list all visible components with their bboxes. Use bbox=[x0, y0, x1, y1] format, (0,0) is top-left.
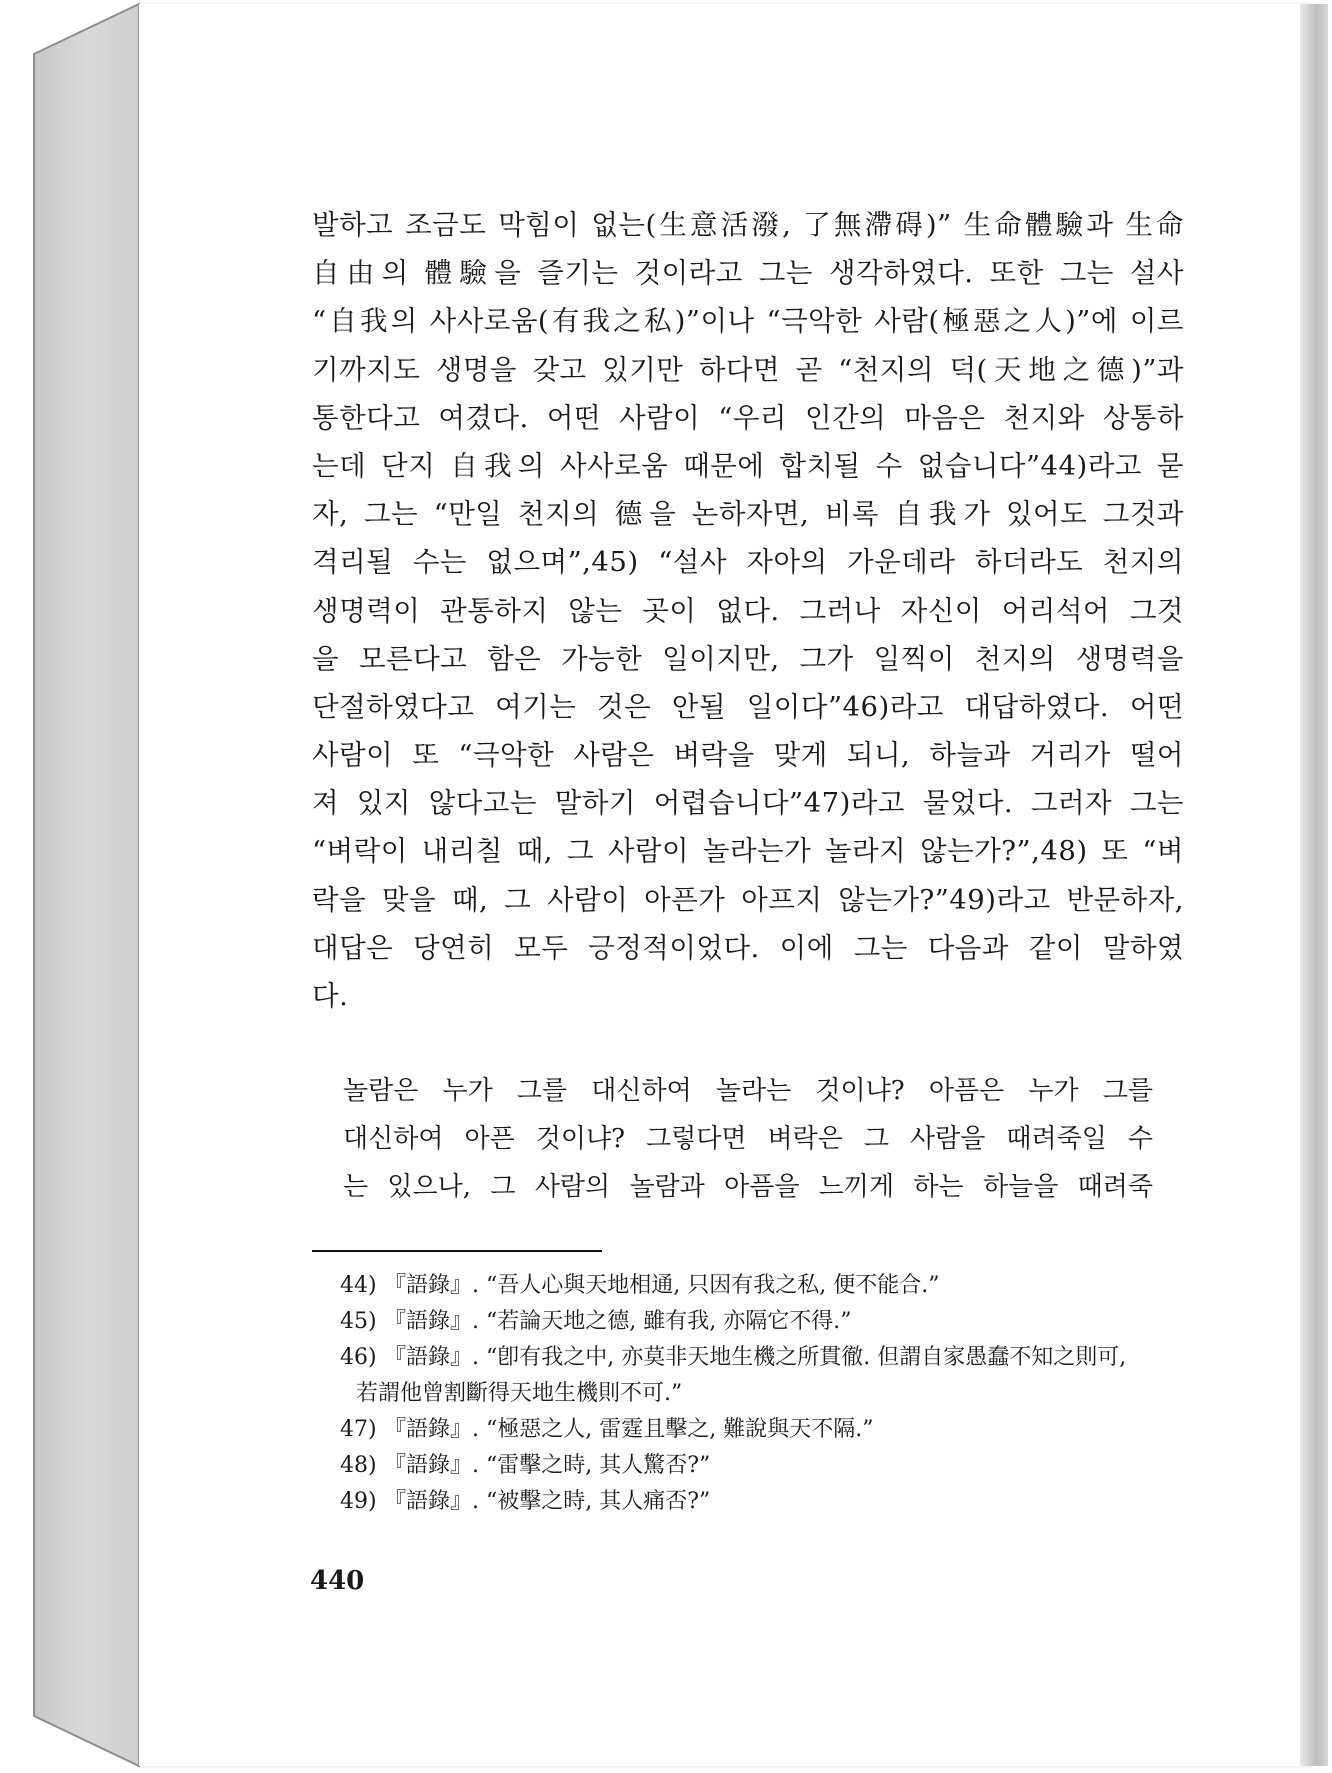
body-line: “벼락이 내리칠 때, 그 사람이 놀라는가 놀라지 않는가?”,48) 또 “벼 bbox=[312, 835, 1184, 868]
body-line: 自由의 體驗을 즐기는 것이라고 그는 생각하였다. 또한 그는 설사 bbox=[312, 257, 1184, 290]
body-line: 단절하였다고 여기는 것은 안될 일이다”46)라고 대답하였다. 어떤 bbox=[312, 690, 1184, 723]
footnote-text: 『語錄』. “若論天地之德, 雖有我, 亦隔它不得.” bbox=[384, 1309, 852, 1334]
block-quote bbox=[343, 1067, 1153, 1211]
footnote-44 bbox=[340, 1268, 1190, 1304]
body-line: 통한다고 여겼다. 어떤 사람이 “우리 인간의 마음은 천지와 상통하 bbox=[312, 401, 1184, 434]
body-line: 져 있지 않다고는 말하기 어렵습니다”47)라고 물었다. 그러자 그는 bbox=[312, 787, 1184, 820]
body-line: “自我의 사사로움(有我之私)”이나 “극악한 사람(極惡之人)”에 이르 bbox=[312, 305, 1184, 338]
footnote-47 bbox=[340, 1412, 1190, 1448]
body-line: 생명력이 관통하지 않는 곳이 없다. 그러나 자신이 어리석어 그것 bbox=[312, 594, 1184, 627]
footnote-number: 46) bbox=[340, 1345, 377, 1370]
footnote-45 bbox=[340, 1304, 1190, 1340]
footnote-number: 44) bbox=[340, 1273, 377, 1298]
footnote-number: 48) bbox=[340, 1453, 377, 1478]
footnote-number: 45) bbox=[340, 1309, 377, 1334]
body-line: 발하고 조금도 막힘이 없는(生意活潑, 了無滯碍)” 生命體驗과 生命 bbox=[312, 209, 1184, 241]
footnote-text: 『語錄』. “極惡之人, 雷霆且擊之, 難說與天不隔.” bbox=[384, 1417, 874, 1442]
quote-line: 는 있으나, 그 사람의 놀람과 아픔을 느끼게 하는 하늘을 때려죽 bbox=[343, 1172, 1153, 1202]
footnote-text: 『語錄』. “卽有我之中, 亦莫非天地生機之所貫徹. 但謂自家愚蠢不知之則可, bbox=[384, 1345, 1127, 1370]
footnote-number: 47) bbox=[340, 1417, 377, 1442]
footnotes bbox=[340, 1268, 1190, 1520]
footnote-46-continuation: 若謂他曾割斷得天地生機則不可.” bbox=[356, 1381, 683, 1406]
body-line: 을 모른다고 함은 가능한 일이지만, 그가 일찍이 천지의 생명력을 bbox=[312, 642, 1184, 675]
body-line: 기까지도 생명을 갖고 있기만 하다면 곧 “천지의 덕(天地之德)”과 bbox=[312, 353, 1184, 386]
quote-line: 놀람은 누가 그를 대신하여 놀라는 것이냐? 아픔은 누가 그를 bbox=[343, 1076, 1153, 1106]
body-line: 대답은 당연히 모두 긍정적이었다. 이에 그는 다음과 같이 말하였 bbox=[312, 931, 1184, 964]
footnote-divider bbox=[312, 1250, 602, 1252]
body-line: 락을 맞을 때, 그 사람이 아픈가 아프지 않는가?”49)라고 반문하자, bbox=[312, 883, 1184, 916]
page-edge-shadow bbox=[1300, 4, 1328, 1766]
footnote-48 bbox=[340, 1448, 1190, 1484]
body-line: 사람이 또 “극악한 사람은 벼락을 맞게 되니, 하늘과 거리가 떨어 bbox=[312, 739, 1184, 772]
footnote-text: 『語錄』. “被擊之時, 其人痛否?” bbox=[384, 1489, 711, 1514]
footnote-46 bbox=[340, 1340, 1190, 1376]
footnote-text: 『語錄』. “雷擊之時, 其人驚否?” bbox=[384, 1453, 711, 1478]
quote-line: 대신하여 아픈 것이냐? 그렇다면 벼락은 그 사람을 때려죽일 수 bbox=[343, 1124, 1153, 1154]
body-text bbox=[312, 201, 1184, 1020]
body-line: 자, 그는 “만일 천지의 德을 논하자면, 비록 自我가 있어도 그것과 bbox=[312, 498, 1184, 531]
footnote-number: 49) bbox=[340, 1489, 377, 1514]
body-line: 다. bbox=[312, 980, 349, 1012]
body-line: 격리될 수는 없으며”,45) “설사 자아의 가운데라 하더라도 천지의 bbox=[312, 546, 1184, 579]
footnote-49 bbox=[340, 1484, 1190, 1520]
footnote-text: 『語錄』. “吾人心與天地相通, 只因有我之私, 便不能合.” bbox=[384, 1273, 940, 1298]
body-line: 는데 단지 自我의 사사로움 때문에 합치될 수 없습니다”44)라고 묻 bbox=[312, 449, 1184, 482]
page-number: 440 bbox=[310, 1566, 365, 1596]
